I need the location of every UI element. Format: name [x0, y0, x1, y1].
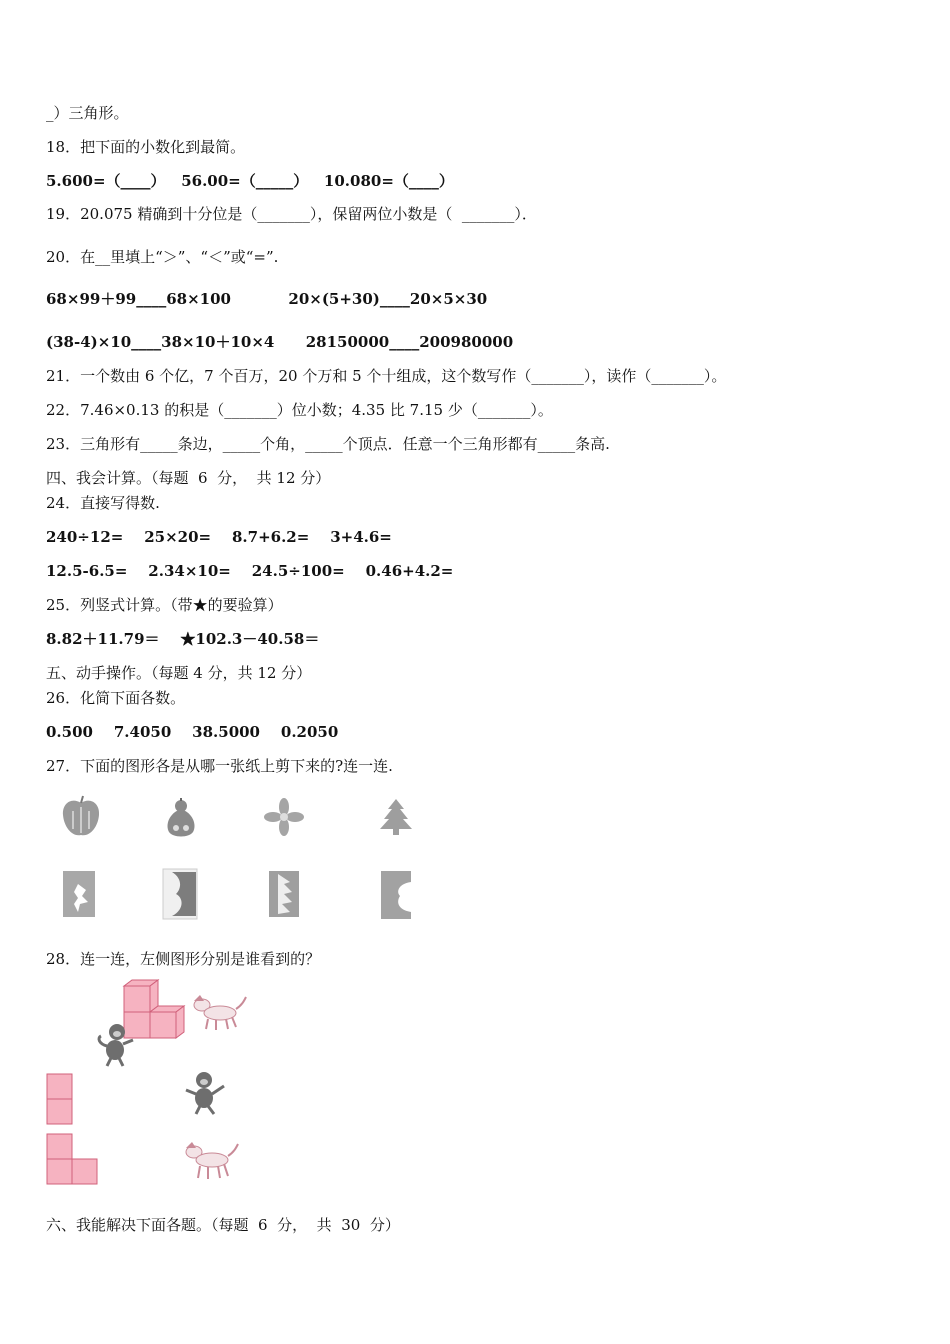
q19: 19．20.075 精确到十分位是（_______），保留两位小数是（ _______）．: [46, 205, 537, 223]
q20-title: 20．在__里填上“＞”、“＜”或“=”.: [46, 248, 279, 266]
q25-title: 25．列竖式计算。（带★的要验算）: [46, 596, 283, 614]
q23: 23．三角形有_____条边，_____个角，_____个顶点．任意一个三角形都有_____条高.: [46, 435, 610, 453]
q22: 22．7.46×0.13 的积是（_______）位小数；4.35 比 7.15 少（_______）。: [46, 401, 553, 419]
monkey-icon: [182, 1070, 228, 1116]
section-6-heading: 六、我能解决下面各题。（每题 6 分， 共 30 分）: [46, 1216, 400, 1234]
q25-items: 8.82＋11.79＝ ★102.3－40.58＝: [46, 630, 320, 648]
q26-items: 0.500 7.4050 38.5000 0.2050: [46, 723, 339, 741]
q28-title: 28．连一连，左侧图形分别是谁看到的？: [46, 950, 321, 968]
apple-shape-icon: [58, 795, 104, 839]
q20-row2: (38-4)×10____38×10＋10×4 28150000____200980000: [46, 333, 514, 351]
monkey-icon: [93, 1022, 137, 1068]
section-4-heading: 四、我会计算。（每题 6 分， 共 12 分）: [46, 469, 331, 487]
q18-title: 18．把下面的小数化到最简。: [46, 138, 246, 156]
q20-row1: 68×99＋99____68×100 20×(5+30)____20×5×30: [46, 290, 488, 308]
q24-row2: 12.5-6.5= 2.34×10= 24.5÷100= 0.46+4.2=: [46, 562, 454, 580]
paper-with-flower-hole-icon: [62, 870, 96, 918]
view-l-shape-squares: [46, 1133, 100, 1185]
q18-items: 5.600=（____） 56.00=（_____） 10.080=（____）: [46, 172, 454, 190]
q21: 21．一个数由 6 个亿，7 个百万，20 个万和 5 个十组成，这个数写作（_______），读作（_______）。: [46, 367, 727, 385]
q27-title: 27．下面的图形各是从哪一张纸上剪下来的?连一连.: [46, 757, 393, 775]
line-fragment: _）三角形。: [46, 104, 129, 122]
view-two-stacked-squares: [46, 1073, 74, 1125]
section-5-heading: 五、动手操作。（每题 4 分，共 12 分）: [46, 664, 312, 682]
flower-shape-icon: [262, 797, 306, 837]
tree-shape-icon: [376, 797, 416, 837]
q24-title: 24．直接写得数.: [46, 494, 160, 512]
paper-with-tree-hole-icon: [268, 870, 300, 918]
dog-icon: [182, 1140, 240, 1182]
paper-with-apple-hole-icon: [380, 870, 412, 920]
q24-row1: 240÷12= 25×20= 8.7+6.2= 3+4.6=: [46, 528, 392, 546]
q26-title: 26．化简下面各数。: [46, 689, 186, 707]
paper-with-gourd-hole-icon: [162, 868, 198, 920]
gourd-shape-icon: [163, 795, 199, 839]
dog-icon: [190, 993, 248, 1033]
